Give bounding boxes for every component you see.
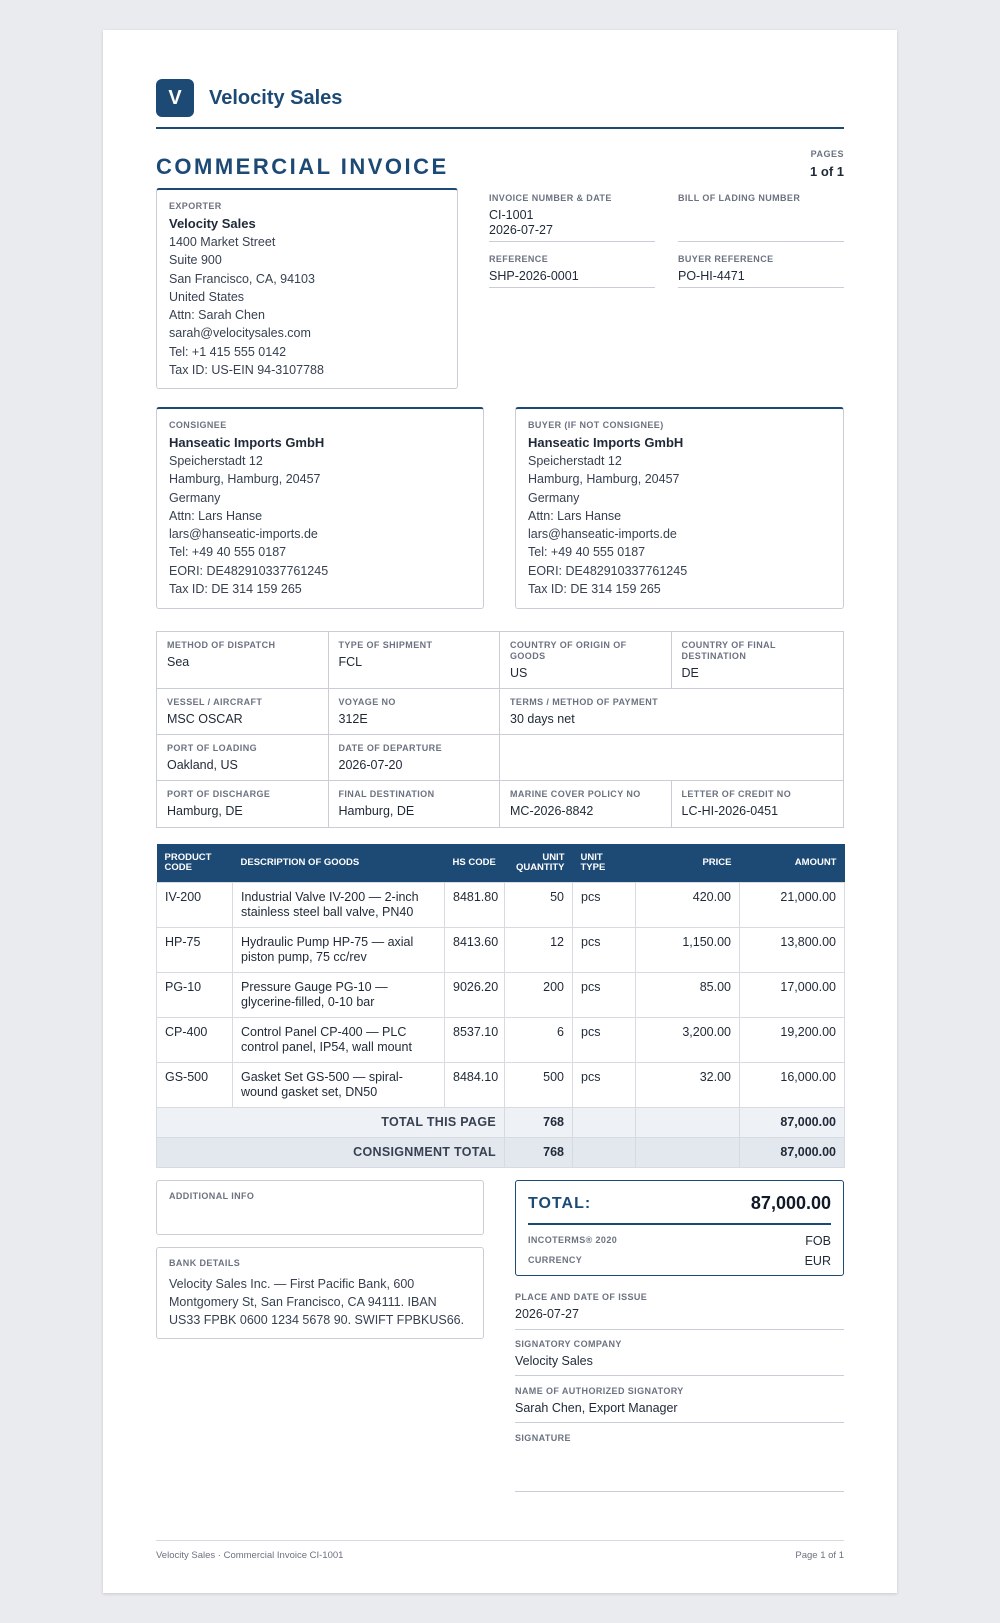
column-header-unit-quantity: UNIT QUANTITY xyxy=(505,844,573,882)
signatory-company-label: SIGNATORY COMPANY xyxy=(515,1339,622,1349)
column-header-hs-code: HS CODE xyxy=(445,844,505,882)
invoice-page xyxy=(103,30,897,1593)
port-of-discharge-value: Hamburg, DE xyxy=(167,804,243,818)
buyer-tax-id: Tax ID: DE 314 159 265 xyxy=(528,582,661,597)
product-code: CP-400 xyxy=(157,1017,233,1062)
buyer-address-line: Hamburg, Hamburg, 20457 xyxy=(528,472,680,487)
exporter-country: United States xyxy=(169,289,245,304)
date-of-departure-label: DATE OF DEPARTURE xyxy=(338,743,442,753)
buyer-eori: EORI: DE482910337761245 xyxy=(528,563,688,578)
footer-document-info: Velocity Sales · Commercial Invoice CI-1001 xyxy=(156,1550,344,1561)
consignee-phone: Tel: +49 40 555 0187 xyxy=(169,545,287,560)
buyer-name: Hanseatic Imports GmbH xyxy=(528,435,684,450)
place-date-field xyxy=(515,1292,844,1330)
quantity: 500 xyxy=(505,1062,573,1107)
description: Hydraulic Pump HP-75 — axial piston pump, 75 cc/rev xyxy=(233,927,445,972)
country-of-destination-label: COUNTRY OF FINAL DESTINATION xyxy=(681,640,776,661)
consignee-label: CONSIGNEE xyxy=(169,420,227,430)
buyer-phone: Tel: +49 40 555 0187 xyxy=(528,545,646,560)
logo-letter: V xyxy=(168,86,182,109)
description: Industrial Valve IV-200 — 2-inch stainless steel ball valve, PN40 xyxy=(233,882,445,927)
buyer-reference-label: BUYER REFERENCE xyxy=(678,254,774,264)
incoterms-row xyxy=(528,1231,831,1251)
empty-cell xyxy=(573,1137,636,1167)
invoice-number-field xyxy=(489,193,655,242)
amount: 19,200.00 xyxy=(740,1017,845,1062)
vessel-label: VESSEL / AIRCRAFT xyxy=(167,697,263,707)
exporter-phone: Tel: +1 415 555 0142 xyxy=(169,344,287,359)
method-of-dispatch-label: METHOD OF DISPATCH xyxy=(167,640,276,650)
invoice-number-label: INVOICE NUMBER & DATE xyxy=(489,193,612,203)
signature-field[interactable] xyxy=(515,1433,844,1492)
price: 32.00 xyxy=(636,1062,740,1107)
country-of-origin-value: US xyxy=(510,666,528,680)
consignment-total-amount: 87,000.00 xyxy=(740,1137,845,1167)
column-header-amount: AMOUNT xyxy=(740,844,845,882)
unit-type: pcs xyxy=(573,1017,636,1062)
price: 85.00 xyxy=(636,972,740,1017)
consignee-address-line: Hamburg, Hamburg, 20457 xyxy=(169,472,321,487)
final-destination-label: FINAL DESTINATION xyxy=(338,789,435,799)
description: Control Panel CP-400 — PLC control panel, IP54, wall mount xyxy=(233,1017,445,1062)
exporter-attn: Attn: Sarah Chen xyxy=(169,308,265,323)
total-this-page-quantity: 768 xyxy=(505,1107,573,1137)
incoterms-label: INCOTERMS® 2020 xyxy=(528,1235,618,1245)
consignee-eori: EORI: DE482910337761245 xyxy=(169,563,329,578)
consignee-address-line: Speicherstadt 12 xyxy=(169,454,263,468)
final-destination-cell xyxy=(329,781,501,827)
authorized-signatory-field xyxy=(515,1386,844,1423)
buyer-address-line: Speicherstadt 12 xyxy=(528,454,622,468)
country-of-destination-value: DE xyxy=(681,666,699,680)
signatory-company-field xyxy=(515,1339,844,1376)
letter-of-credit-label: LETTER OF CREDIT NO xyxy=(681,789,792,799)
type-of-shipment-value: FCL xyxy=(338,655,363,669)
grand-total-row xyxy=(528,1193,831,1214)
consignee-email: lars@hanseatic-imports.de xyxy=(169,527,318,542)
product-code: PG-10 xyxy=(157,972,233,1017)
product-code: HP-75 xyxy=(157,927,233,972)
place-date-value: 2026-07-27 xyxy=(515,1307,579,1321)
port-of-discharge-cell xyxy=(157,781,329,827)
empty-cell xyxy=(636,1107,740,1137)
empty-cell xyxy=(636,1137,740,1167)
quantity: 12 xyxy=(505,927,573,972)
column-header-product-code: PRODUCT CODE xyxy=(157,844,233,882)
company-name: Velocity Sales xyxy=(209,87,343,109)
empty-cell xyxy=(500,735,843,780)
buyer-box xyxy=(515,407,844,609)
currency-value: EUR xyxy=(804,1253,831,1268)
final-destination-value: Hamburg, DE xyxy=(338,804,415,818)
hs-code: 8537.10 xyxy=(445,1017,505,1062)
country-of-origin-cell xyxy=(500,632,672,688)
hs-code: 8484.10 xyxy=(445,1062,505,1107)
letter-of-credit-value: LC-HI-2026-0451 xyxy=(681,804,779,818)
product-code: IV-200 xyxy=(157,882,233,927)
consignment-total-row xyxy=(157,1137,845,1167)
reference-value: SHP-2026-0001 xyxy=(489,269,579,283)
company-logo xyxy=(156,79,194,117)
letter-of-credit-cell xyxy=(672,781,844,827)
consignee-country: Germany xyxy=(169,490,221,505)
consignee-tax-id: Tax ID: DE 314 159 265 xyxy=(169,582,302,597)
method-of-dispatch-value: Sea xyxy=(167,655,190,669)
currency-label: CURRENCY xyxy=(528,1255,583,1265)
signature-label: SIGNATURE xyxy=(515,1433,571,1443)
country-of-destination-cell xyxy=(672,632,844,688)
exporter-name: Velocity Sales xyxy=(169,216,256,231)
country-of-origin-label: COUNTRY OF ORIGIN OF GOODS xyxy=(510,640,627,661)
price: 1,150.00 xyxy=(636,927,740,972)
bank-details-label: BANK DETAILS xyxy=(169,1258,241,1268)
shipping-row xyxy=(157,689,843,735)
table-row xyxy=(157,1017,845,1062)
date-of-departure-cell xyxy=(329,735,501,780)
consignment-total-quantity: 768 xyxy=(505,1137,573,1167)
currency-row xyxy=(528,1251,831,1271)
consignee-name: Hanseatic Imports GmbH xyxy=(169,435,325,450)
amount: 16,000.00 xyxy=(740,1062,845,1107)
footer-page-number: Page 1 of 1 xyxy=(795,1550,844,1561)
empty-cell xyxy=(573,1107,636,1137)
quantity: 200 xyxy=(505,972,573,1017)
buyer-label: BUYER (IF NOT CONSIGNEE) xyxy=(528,420,664,430)
port-of-loading-value: Oakland, US xyxy=(167,758,238,772)
shipping-details-grid xyxy=(156,631,844,828)
grand-total-amount: 87,000.00 xyxy=(750,1193,831,1213)
grand-total-box xyxy=(515,1180,844,1276)
document-title: COMMERCIAL INVOICE xyxy=(156,154,449,179)
port-of-discharge-label: PORT OF DISCHARGE xyxy=(167,789,271,799)
authorized-signatory-value: Sarah Chen, Export Manager xyxy=(515,1401,678,1415)
type-of-shipment-cell xyxy=(329,632,501,688)
exporter-address-line: San Francisco, CA, 94103 xyxy=(169,271,315,286)
table-row xyxy=(157,972,845,1017)
reference-label: REFERENCE xyxy=(489,254,549,264)
buyer-country: Germany xyxy=(528,490,580,505)
incoterms-value: FOB xyxy=(805,1233,831,1248)
consignee-attn: Attn: Lars Hanse xyxy=(169,508,263,523)
column-header-price: PRICE xyxy=(636,844,740,882)
exporter-email: sarah@velocitysales.com xyxy=(169,326,311,341)
description: Pressure Gauge PG-10 — glycerine-filled, 0-10 bar xyxy=(233,972,445,1017)
grand-total-label: TOTAL: xyxy=(528,1194,592,1212)
buyer-reference-value: PO-HI-4471 xyxy=(678,269,745,283)
marine-cover-value: MC-2026-8842 xyxy=(510,804,594,818)
exporter-tax-id: Tax ID: US-EIN 94-3107788 xyxy=(169,363,324,378)
hs-code: 9026.20 xyxy=(445,972,505,1017)
exporter-address-line: Suite 900 xyxy=(169,253,222,268)
goods-header-row xyxy=(157,844,845,882)
marine-cover-label: MARINE COVER POLICY NO xyxy=(510,789,641,799)
signatory-company-value: Velocity Sales xyxy=(515,1354,593,1368)
additional-info-box xyxy=(156,1180,484,1235)
marine-cover-cell xyxy=(500,781,672,827)
amount: 13,800.00 xyxy=(740,927,845,972)
type-of-shipment-label: TYPE OF SHIPMENT xyxy=(338,640,433,650)
amount: 21,000.00 xyxy=(740,882,845,927)
exporter-label: EXPORTER xyxy=(169,201,222,211)
consignee-box xyxy=(156,407,484,609)
bill-of-lading-label: BILL OF LADING NUMBER xyxy=(678,193,801,203)
authorized-signatory-label: NAME OF AUTHORIZED SIGNATORY xyxy=(515,1386,684,1396)
voyage-value: 312E xyxy=(338,712,368,726)
buyer-reference-field xyxy=(678,254,844,288)
consignment-total-label: CONSIGNMENT TOTAL xyxy=(157,1137,505,1167)
total-this-page-label: TOTAL THIS PAGE xyxy=(157,1107,505,1137)
shipping-row xyxy=(157,632,843,689)
exporter-box xyxy=(156,188,458,389)
payment-terms-cell xyxy=(500,689,843,734)
vessel-cell xyxy=(157,689,329,734)
voyage-cell xyxy=(329,689,501,734)
table-row xyxy=(157,882,845,927)
hs-code: 8413.60 xyxy=(445,927,505,972)
bank-details-box xyxy=(156,1247,484,1339)
header-divider xyxy=(156,127,844,129)
invoice-date: 2026-07-27 xyxy=(489,223,553,237)
additional-info-label: ADDITIONAL INFO xyxy=(169,1191,255,1201)
price: 420.00 xyxy=(636,882,740,927)
buyer-email: lars@hanseatic-imports.de xyxy=(528,527,677,542)
port-of-loading-label: PORT OF LOADING xyxy=(167,743,257,753)
column-header-unit-type: UNIT TYPE xyxy=(573,844,636,882)
table-row xyxy=(157,927,845,972)
bank-details-text: Velocity Sales Inc. — First Pacific Bank, 600 Montgomery St, San Francisco, CA 94111. IBAN US33 FPBK 0600 1234 5678 90. SWIFT FPBKUS66. xyxy=(169,1277,465,1327)
place-date-label: PLACE AND DATE OF ISSUE xyxy=(515,1292,648,1302)
unit-type: pcs xyxy=(573,972,636,1017)
hs-code: 8481.80 xyxy=(445,882,505,927)
voyage-label: VOYAGE NO xyxy=(338,697,396,707)
vessel-value: MSC OSCAR xyxy=(167,712,243,726)
reference-field xyxy=(489,254,655,288)
method-of-dispatch-cell xyxy=(157,632,329,688)
price: 3,200.00 xyxy=(636,1017,740,1062)
pages-label: PAGES xyxy=(810,149,844,159)
port-of-loading-cell xyxy=(157,735,329,780)
description: Gasket Set GS-500 — spiral-wound gasket set, DN50 xyxy=(233,1062,445,1107)
column-header-description: DESCRIPTION OF GOODS xyxy=(233,844,445,882)
pages-value: 1 of 1 xyxy=(810,164,844,179)
quantity: 50 xyxy=(505,882,573,927)
buyer-attn: Attn: Lars Hanse xyxy=(528,508,622,523)
footer-divider xyxy=(156,1540,844,1541)
shipping-row xyxy=(157,735,843,781)
invoice-number: CI-1001 xyxy=(489,208,534,222)
unit-type: pcs xyxy=(573,882,636,927)
total-divider xyxy=(528,1223,831,1225)
amount: 17,000.00 xyxy=(740,972,845,1017)
unit-type: pcs xyxy=(573,1062,636,1107)
product-code: GS-500 xyxy=(157,1062,233,1107)
bill-of-lading-field xyxy=(678,193,844,242)
unit-type: pcs xyxy=(573,927,636,972)
exporter-address-line: 1400 Market Street xyxy=(169,235,276,249)
quantity: 6 xyxy=(505,1017,573,1062)
payment-terms-value: 30 days net xyxy=(510,712,575,726)
payment-terms-label: TERMS / METHOD OF PAYMENT xyxy=(510,697,659,707)
total-this-page-row xyxy=(157,1107,845,1137)
date-of-departure-value: 2026-07-20 xyxy=(338,758,403,772)
total-this-page-amount: 87,000.00 xyxy=(740,1107,845,1137)
table-row xyxy=(157,1062,845,1107)
shipping-row xyxy=(157,781,843,827)
goods-table xyxy=(156,844,845,1168)
